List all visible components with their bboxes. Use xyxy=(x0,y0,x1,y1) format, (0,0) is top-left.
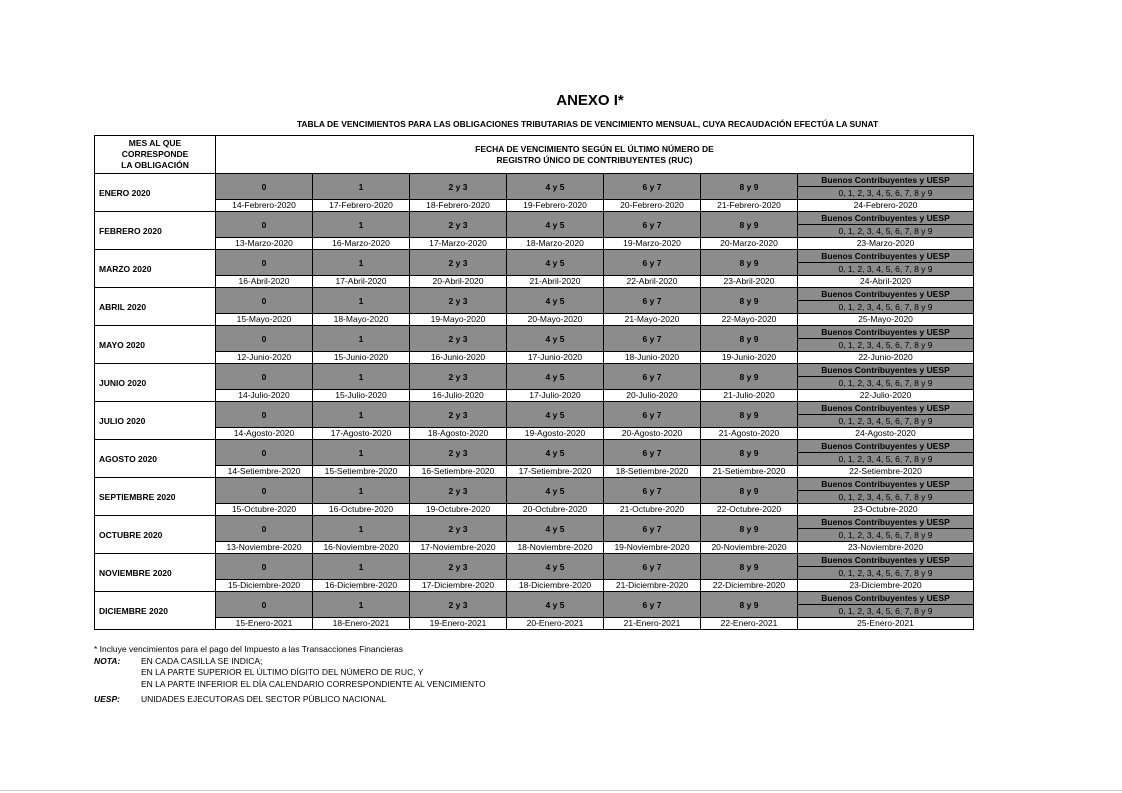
ruc-digit-cell: 2 y 3 xyxy=(410,250,507,276)
due-date-cell: 19-Marzo-2020 xyxy=(604,238,701,250)
table-row xyxy=(95,276,974,288)
ruc-digit-cell: 2 y 3 xyxy=(410,440,507,466)
ruc-digit-cell: 6 y 7 xyxy=(604,592,701,618)
ruc-digit-cell: 1 xyxy=(313,250,410,276)
table-row xyxy=(95,238,974,250)
table-row xyxy=(95,174,974,187)
due-date-cell: 20-Noviembre-2020 xyxy=(701,542,798,554)
due-date-cell: 17-Agosto-2020 xyxy=(313,428,410,440)
buenos-digits-cell: 0, 1, 2, 3, 4, 5, 6, 7, 8 y 9 xyxy=(798,187,974,200)
due-date-cell: 16-Junio-2020 xyxy=(410,352,507,364)
due-date-cell: 17-Diciembre-2020 xyxy=(410,580,507,592)
buenos-due-date-cell: 24-Agosto-2020 xyxy=(798,428,974,440)
buenos-digits-cell: 0, 1, 2, 3, 4, 5, 6, 7, 8 y 9 xyxy=(798,377,974,390)
due-date-cell: 16-Marzo-2020 xyxy=(313,238,410,250)
ruc-digit-cell: 0 xyxy=(216,516,313,542)
ruc-digit-cell: 8 y 9 xyxy=(701,250,798,276)
ruc-digit-cell: 2 y 3 xyxy=(410,364,507,390)
due-date-cell: 16-Diciembre-2020 xyxy=(313,580,410,592)
buenos-digits-cell: 0, 1, 2, 3, 4, 5, 6, 7, 8 y 9 xyxy=(798,605,974,618)
month-cell: AGOSTO 2020 xyxy=(95,440,216,478)
ruc-digit-cell: 8 y 9 xyxy=(701,440,798,466)
month-cell: DICIEMBRE 2020 xyxy=(95,592,216,630)
due-date-cell: 21-Abril-2020 xyxy=(507,276,604,288)
due-date-cell: 21-Agosto-2020 xyxy=(701,428,798,440)
buenos-contribuyentes-label: Buenos Contribuyentes y UESP xyxy=(798,592,974,605)
ruc-digit-cell: 1 xyxy=(313,288,410,314)
ruc-digit-cell: 0 xyxy=(216,250,313,276)
due-date-cell: 15-Setiembre-2020 xyxy=(313,466,410,478)
ruc-digit-cell: 2 y 3 xyxy=(410,174,507,200)
table-row xyxy=(95,428,974,440)
due-date-cell: 18-Febrero-2020 xyxy=(410,200,507,212)
buenos-due-date-cell: 23-Octubre-2020 xyxy=(798,504,974,516)
ruc-digit-cell: 0 xyxy=(216,440,313,466)
ruc-digit-cell: 8 y 9 xyxy=(701,402,798,428)
month-cell: FEBRERO 2020 xyxy=(95,212,216,250)
month-cell: MARZO 2020 xyxy=(95,250,216,288)
ruc-digit-cell: 6 y 7 xyxy=(604,288,701,314)
due-date-cell: 18-Diciembre-2020 xyxy=(507,580,604,592)
month-cell: ABRIL 2020 xyxy=(95,288,216,326)
buenos-due-date-cell: 23-Noviembre-2020 xyxy=(798,542,974,554)
ruc-digit-cell: 0 xyxy=(216,288,313,314)
month-cell: NOVIEMBRE 2020 xyxy=(95,554,216,592)
buenos-due-date-cell: 23-Marzo-2020 xyxy=(798,238,974,250)
due-date-cell: 16-Abril-2020 xyxy=(216,276,313,288)
due-date-cell: 22-Diciembre-2020 xyxy=(701,580,798,592)
ruc-digit-cell: 8 y 9 xyxy=(701,288,798,314)
table-row xyxy=(95,250,974,263)
ruc-digit-cell: 8 y 9 xyxy=(701,516,798,542)
ruc-digit-cell: 1 xyxy=(313,554,410,580)
due-date-cell: 22-Enero-2021 xyxy=(701,618,798,630)
ruc-digit-cell: 6 y 7 xyxy=(604,174,701,200)
due-date-cell: 17-Setiembre-2020 xyxy=(507,466,604,478)
footnote-text: * Incluye vencimientos para el pago del Impuesto a las Transacciones Financieras xyxy=(94,644,404,654)
due-date-cell: 18-Mayo-2020 xyxy=(313,314,410,326)
ruc-digit-cell: 8 y 9 xyxy=(701,592,798,618)
ruc-digit-cell: 6 y 7 xyxy=(604,478,701,504)
ruc-digit-cell: 2 y 3 xyxy=(410,212,507,238)
buenos-due-date-cell: 24-Febrero-2020 xyxy=(798,200,974,212)
ruc-digit-cell: 2 y 3 xyxy=(410,554,507,580)
table-row xyxy=(95,402,974,415)
month-cell: SEPTIEMBRE 2020 xyxy=(95,478,216,516)
due-date-cell: 21-Febrero-2020 xyxy=(701,200,798,212)
ruc-digit-cell: 1 xyxy=(313,478,410,504)
ruc-digit-cell: 1 xyxy=(313,174,410,200)
table-subtitle: TABLA DE VENCIMIENTOS PARA LAS OBLIGACIONES TRIBUTARIAS DE VENCIMIENTO MENSUAL, CUYA RECAUDACIÓN EFECTÚA LA SUNAT xyxy=(296,119,879,129)
fecha-column-header xyxy=(216,136,974,174)
buenos-contribuyentes-label: Buenos Contribuyentes y UESP xyxy=(798,174,974,187)
ruc-digit-cell: 0 xyxy=(216,554,313,580)
table-row xyxy=(95,200,974,212)
due-date-cell: 15-Octubre-2020 xyxy=(216,504,313,516)
ruc-digit-cell: 2 y 3 xyxy=(410,478,507,504)
buenos-digits-cell: 0, 1, 2, 3, 4, 5, 6, 7, 8 y 9 xyxy=(798,491,974,504)
ruc-digit-cell: 0 xyxy=(216,174,313,200)
ruc-digit-cell: 4 y 5 xyxy=(507,402,604,428)
ruc-digit-cell: 1 xyxy=(313,516,410,542)
due-date-cell: 20-Marzo-2020 xyxy=(701,238,798,250)
due-date-cell: 12-Junio-2020 xyxy=(216,352,313,364)
nota-line-1: EN CADA CASILLA SE INDICA; xyxy=(141,655,263,666)
due-date-cell: 18-Agosto-2020 xyxy=(410,428,507,440)
due-date-cell: 19-Noviembre-2020 xyxy=(604,542,701,554)
due-date-cell: 14-Febrero-2020 xyxy=(216,200,313,212)
ruc-digit-cell: 4 y 5 xyxy=(507,592,604,618)
buenos-due-date-cell: 22-Julio-2020 xyxy=(798,390,974,402)
month-cell: MAYO 2020 xyxy=(95,326,216,364)
table-row xyxy=(95,554,974,567)
table-row xyxy=(95,580,974,592)
buenos-due-date-cell: 24-Abril-2020 xyxy=(798,276,974,288)
due-date-cell: 20-Mayo-2020 xyxy=(507,314,604,326)
due-date-cell: 21-Enero-2021 xyxy=(604,618,701,630)
due-date-cell: 18-Enero-2021 xyxy=(313,618,410,630)
table-row xyxy=(95,352,974,364)
month-header-line1: MES AL QUE xyxy=(128,138,182,148)
nota-line-3: EN LA PARTE INFERIOR EL DÍA CALENDARIO CORRESPONDIENTE AL VENCIMIENTO xyxy=(141,678,486,689)
due-date-cell: 15-Junio-2020 xyxy=(313,352,410,364)
ruc-digit-cell: 4 y 5 xyxy=(507,250,604,276)
buenos-due-date-cell: 25-Enero-2021 xyxy=(798,618,974,630)
month-column-header xyxy=(95,136,216,174)
month-cell: JUNIO 2020 xyxy=(95,364,216,402)
ruc-digit-cell: 4 y 5 xyxy=(507,516,604,542)
due-date-cell: 17-Noviembre-2020 xyxy=(410,542,507,554)
due-date-cell: 15-Julio-2020 xyxy=(313,390,410,402)
month-header-line2: CORRESPONDE xyxy=(121,149,189,159)
buenos-contribuyentes-label: Buenos Contribuyentes y UESP xyxy=(798,212,974,225)
ruc-digit-cell: 4 y 5 xyxy=(507,326,604,352)
ruc-digit-cell: 1 xyxy=(313,212,410,238)
ruc-digit-cell: 1 xyxy=(313,364,410,390)
due-date-cell: 20-Julio-2020 xyxy=(604,390,701,402)
table-row xyxy=(95,618,974,630)
ruc-digit-cell: 2 y 3 xyxy=(410,592,507,618)
due-date-cell: 16-Noviembre-2020 xyxy=(313,542,410,554)
page-bottom-divider xyxy=(0,790,1122,791)
ruc-digit-cell: 1 xyxy=(313,402,410,428)
due-date-cell: 15-Diciembre-2020 xyxy=(216,580,313,592)
ruc-digit-cell: 4 y 5 xyxy=(507,174,604,200)
ruc-digit-cell: 6 y 7 xyxy=(604,516,701,542)
table-row xyxy=(95,516,974,529)
ruc-digit-cell: 1 xyxy=(313,592,410,618)
due-date-cell: 22-Abril-2020 xyxy=(604,276,701,288)
due-date-cell: 19-Mayo-2020 xyxy=(410,314,507,326)
buenos-due-date-cell: 25-Mayo-2020 xyxy=(798,314,974,326)
ruc-digit-cell: 4 y 5 xyxy=(507,288,604,314)
ruc-digit-cell: 0 xyxy=(216,592,313,618)
due-date-cell: 20-Octubre-2020 xyxy=(507,504,604,516)
buenos-contribuyentes-label: Buenos Contribuyentes y UESP xyxy=(798,440,974,453)
due-date-cell: 18-Junio-2020 xyxy=(604,352,701,364)
due-date-cell: 14-Agosto-2020 xyxy=(216,428,313,440)
table-row xyxy=(95,592,974,605)
due-date-cell: 18-Marzo-2020 xyxy=(507,238,604,250)
ruc-digit-cell: 8 y 9 xyxy=(701,478,798,504)
due-date-cell: 17-Junio-2020 xyxy=(507,352,604,364)
buenos-due-date-cell: 22-Junio-2020 xyxy=(798,352,974,364)
due-date-cell: 18-Noviembre-2020 xyxy=(507,542,604,554)
ruc-digit-cell: 6 y 7 xyxy=(604,326,701,352)
buenos-digits-cell: 0, 1, 2, 3, 4, 5, 6, 7, 8 y 9 xyxy=(798,225,974,238)
buenos-digits-cell: 0, 1, 2, 3, 4, 5, 6, 7, 8 y 9 xyxy=(798,263,974,276)
due-date-cell: 16-Setiembre-2020 xyxy=(410,466,507,478)
table-row xyxy=(95,504,974,516)
due-date-cell: 14-Setiembre-2020 xyxy=(216,466,313,478)
due-date-cell: 21-Setiembre-2020 xyxy=(701,466,798,478)
ruc-digit-cell: 1 xyxy=(313,440,410,466)
buenos-contribuyentes-label: Buenos Contribuyentes y UESP xyxy=(798,326,974,339)
buenos-digits-cell: 0, 1, 2, 3, 4, 5, 6, 7, 8 y 9 xyxy=(798,415,974,428)
vencimientos-table xyxy=(94,135,974,630)
due-date-cell: 13-Marzo-2020 xyxy=(216,238,313,250)
ruc-digit-cell: 8 y 9 xyxy=(701,364,798,390)
due-date-cell: 15-Mayo-2020 xyxy=(216,314,313,326)
table-row xyxy=(95,314,974,326)
due-date-cell: 14-Julio-2020 xyxy=(216,390,313,402)
month-cell: JULIO 2020 xyxy=(95,402,216,440)
due-date-cell: 19-Enero-2021 xyxy=(410,618,507,630)
due-date-cell: 17-Abril-2020 xyxy=(313,276,410,288)
table-row xyxy=(95,212,974,225)
due-date-cell: 16-Julio-2020 xyxy=(410,390,507,402)
ruc-digit-cell: 8 y 9 xyxy=(701,174,798,200)
table-row xyxy=(95,542,974,554)
buenos-due-date-cell: 23-Diciembre-2020 xyxy=(798,580,974,592)
buenos-digits-cell: 0, 1, 2, 3, 4, 5, 6, 7, 8 y 9 xyxy=(798,339,974,352)
nota-line-2: EN LA PARTE SUPERIOR EL ÚLTIMO DÍGITO DEL NÚMERO DE RUC, Y xyxy=(141,667,424,677)
ruc-digit-cell: 8 y 9 xyxy=(701,212,798,238)
ruc-digit-cell: 0 xyxy=(216,478,313,504)
month-header-line3: LA OBLIGACIÓN xyxy=(121,160,189,170)
buenos-due-date-cell: 22-Setiembre-2020 xyxy=(798,466,974,478)
nota-label: NOTA: xyxy=(94,655,121,666)
ruc-digit-cell: 4 y 5 xyxy=(507,440,604,466)
due-date-cell: 16-Octubre-2020 xyxy=(313,504,410,516)
ruc-digit-cell: 0 xyxy=(216,364,313,390)
table-row xyxy=(95,326,974,339)
buenos-contribuyentes-label: Buenos Contribuyentes y UESP xyxy=(798,364,974,377)
table-header-row xyxy=(95,136,974,174)
due-date-cell: 18-Setiembre-2020 xyxy=(604,466,701,478)
buenos-digits-cell: 0, 1, 2, 3, 4, 5, 6, 7, 8 y 9 xyxy=(798,301,974,314)
due-date-cell: 20-Abril-2020 xyxy=(410,276,507,288)
month-cell: OCTUBRE 2020 xyxy=(95,516,216,554)
due-date-cell: 21-Julio-2020 xyxy=(701,390,798,402)
uesp-label: UESP: xyxy=(94,694,120,704)
due-date-cell: 19-Octubre-2020 xyxy=(410,504,507,516)
ruc-digit-cell: 2 y 3 xyxy=(410,288,507,314)
ruc-digit-cell: 4 y 5 xyxy=(507,212,604,238)
buenos-contribuyentes-label: Buenos Contribuyentes y UESP xyxy=(798,554,974,567)
ruc-digit-cell: 4 y 5 xyxy=(507,364,604,390)
due-date-cell: 17-Febrero-2020 xyxy=(313,200,410,212)
buenos-contribuyentes-label: Buenos Contribuyentes y UESP xyxy=(798,478,974,491)
table-row xyxy=(95,478,974,491)
due-date-cell: 13-Noviembre-2020 xyxy=(216,542,313,554)
ruc-digit-cell: 4 y 5 xyxy=(507,554,604,580)
ruc-digit-cell: 2 y 3 xyxy=(410,326,507,352)
due-date-cell: 19-Agosto-2020 xyxy=(507,428,604,440)
ruc-digit-cell: 8 y 9 xyxy=(701,554,798,580)
ruc-digit-cell: 0 xyxy=(216,402,313,428)
ruc-digit-cell: 2 y 3 xyxy=(410,516,507,542)
uesp-text: UNIDADES EJECUTORAS DEL SECTOR PÚBLICO NACIONAL xyxy=(141,694,386,704)
table-row xyxy=(95,440,974,453)
table-row xyxy=(95,466,974,478)
ruc-digit-cell: 4 y 5 xyxy=(507,478,604,504)
due-date-cell: 21-Octubre-2020 xyxy=(604,504,701,516)
due-date-cell: 20-Febrero-2020 xyxy=(604,200,701,212)
due-date-cell: 22-Mayo-2020 xyxy=(701,314,798,326)
due-date-cell: 20-Enero-2021 xyxy=(507,618,604,630)
due-date-cell: 17-Julio-2020 xyxy=(507,390,604,402)
ruc-digit-cell: 0 xyxy=(216,212,313,238)
buenos-contribuyentes-label: Buenos Contribuyentes y UESP xyxy=(798,250,974,263)
ruc-digit-cell: 8 y 9 xyxy=(701,326,798,352)
page-title: ANEXO I* xyxy=(556,92,624,109)
month-cell: ENERO 2020 xyxy=(95,174,216,212)
buenos-contribuyentes-label: Buenos Contribuyentes y UESP xyxy=(798,288,974,301)
ruc-digit-cell: 6 y 7 xyxy=(604,364,701,390)
due-date-cell: 15-Enero-2021 xyxy=(216,618,313,630)
ruc-digit-cell: 6 y 7 xyxy=(604,554,701,580)
ruc-digit-cell: 1 xyxy=(313,326,410,352)
due-date-cell: 23-Abril-2020 xyxy=(701,276,798,288)
fecha-header-line1: FECHA DE VENCIMIENTO SEGÚN EL ÚLTIMO NÚMERO DE xyxy=(475,143,714,154)
buenos-digits-cell: 0, 1, 2, 3, 4, 5, 6, 7, 8 y 9 xyxy=(798,453,974,466)
buenos-contribuyentes-label: Buenos Contribuyentes y UESP xyxy=(798,516,974,529)
due-date-cell: 20-Agosto-2020 xyxy=(604,428,701,440)
ruc-digit-cell: 0 xyxy=(216,326,313,352)
due-date-cell: 19-Febrero-2020 xyxy=(507,200,604,212)
due-date-cell: 21-Mayo-2020 xyxy=(604,314,701,326)
ruc-digit-cell: 6 y 7 xyxy=(604,402,701,428)
ruc-digit-cell: 2 y 3 xyxy=(410,402,507,428)
buenos-digits-cell: 0, 1, 2, 3, 4, 5, 6, 7, 8 y 9 xyxy=(798,567,974,580)
ruc-digit-cell: 6 y 7 xyxy=(604,250,701,276)
table-row xyxy=(95,288,974,301)
due-date-cell: 19-Junio-2020 xyxy=(701,352,798,364)
due-date-cell: 22-Octubre-2020 xyxy=(701,504,798,516)
due-date-cell: 21-Diciembre-2020 xyxy=(604,580,701,592)
buenos-contribuyentes-label: Buenos Contribuyentes y UESP xyxy=(798,402,974,415)
table-row xyxy=(95,364,974,377)
ruc-digit-cell: 6 y 7 xyxy=(604,212,701,238)
table-row xyxy=(95,390,974,402)
buenos-digits-cell: 0, 1, 2, 3, 4, 5, 6, 7, 8 y 9 xyxy=(798,529,974,542)
fecha-header-line2: REGISTRO ÚNICO DE CONTRIBUYENTES (RUC) xyxy=(496,154,693,165)
due-date-cell: 17-Marzo-2020 xyxy=(410,238,507,250)
ruc-digit-cell: 6 y 7 xyxy=(604,440,701,466)
